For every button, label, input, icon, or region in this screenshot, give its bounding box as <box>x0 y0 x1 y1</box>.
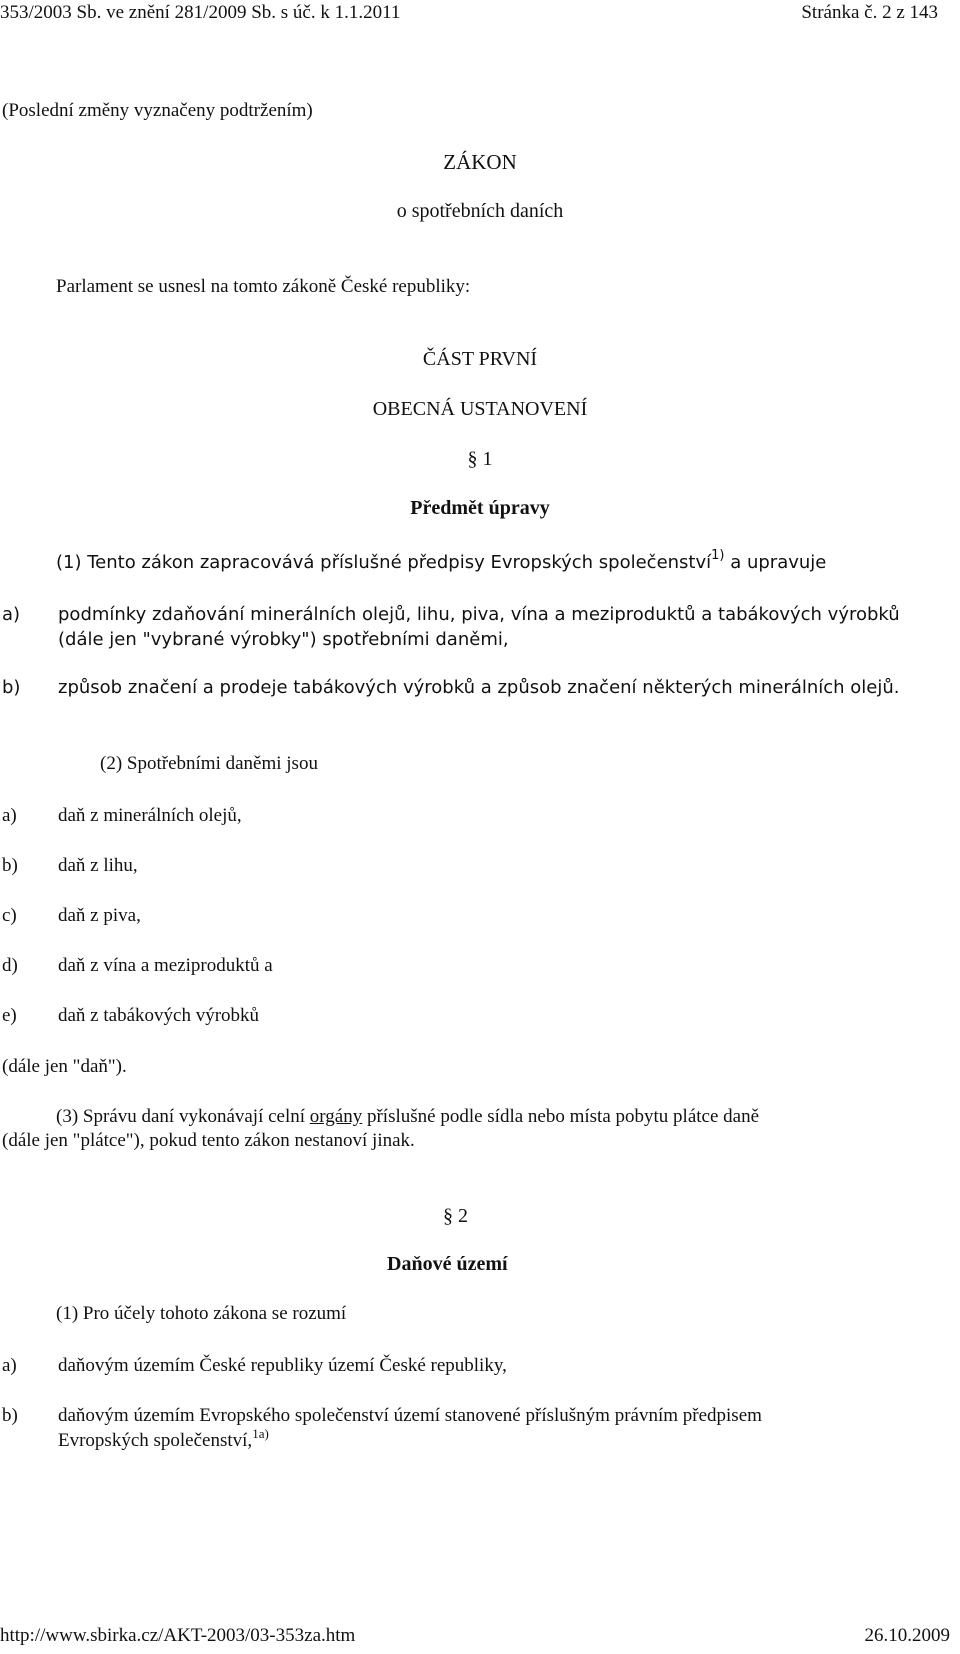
part-title: OBECNÁ USTANOVENÍ <box>372 398 588 420</box>
sec1-item-b-label: b) <box>2 677 21 698</box>
footnote-ref-1: 1) <box>711 548 725 563</box>
tax-item-d: daň z vína a meziproduktů a <box>58 955 273 976</box>
sec1-paragraph-3-line2: (dále jen "plátce"), pokud tento zákon nestanoví jinak. <box>2 1130 415 1151</box>
section-2-mark: § 2 <box>443 1205 468 1227</box>
sec1-p1-tail: a upravuje <box>724 552 827 573</box>
header-left: 353/2003 Sb. ve znění 281/2009 Sb. s úč. k 1.1.2011 <box>0 2 401 23</box>
footer-url[interactable]: http://www.sbirka.cz/AKT-2003/03-353za.htm <box>0 1625 356 1646</box>
tax-item-c-label: c) <box>2 905 17 926</box>
changes-note: (Poslední změny vyznačeny podtržením) <box>2 100 313 121</box>
territory-item-b-line2 <box>58 1426 269 1452</box>
section-1-mark: § 1 <box>467 448 493 470</box>
territory-item-b-label: b) <box>2 1405 18 1426</box>
header-right: Stránka č. 2 z 143 <box>801 2 938 23</box>
tax-definition-tail: (dále jen "daň"). <box>2 1056 127 1077</box>
sec1-item-a-line2: (dále jen "vybrané výrobky") spotřebními daněmi, <box>58 629 509 650</box>
section-1-heading: Předmět úpravy <box>410 497 550 519</box>
sec1-item-a-line1: podmínky zdaňování minerálních olejů, lihu, piva, vína a meziproduktů a tabákových výrobků <box>58 604 900 625</box>
footnote-ref-1a: 1a) <box>252 1426 269 1441</box>
tax-item-b: daň z lihu, <box>58 855 138 876</box>
part-number: ČÁST PRVNÍ <box>422 348 538 370</box>
territory-item-a-label: a) <box>2 1355 17 1376</box>
sec1-item-a-label: a) <box>2 604 21 625</box>
tax-item-e: daň z tabákových výrobků <box>58 1005 260 1026</box>
tax-item-c: daň z piva, <box>58 905 141 926</box>
territory-item-b-text: Evropských společenství, <box>58 1430 253 1451</box>
territory-item-a: daňovým územím České republiky území České republiky, <box>58 1355 507 1376</box>
territory-item-b-line1: daňovým územím Evropského společenství území stanovené příslušným právním předpisem <box>58 1405 762 1426</box>
section-2-heading: Daňové území <box>387 1253 508 1275</box>
sec2-paragraph-1: (1) Pro účely tohoto zákona se rozumí <box>56 1303 347 1324</box>
sec1-p3-underlined: orgány <box>309 1106 363 1127</box>
sec1-paragraph-2: (2) Spotřebními daněmi jsou <box>100 753 318 774</box>
footer-date: 26.10.2009 <box>864 1625 950 1646</box>
tax-item-b-label: b) <box>2 855 18 876</box>
sec1-paragraph-1 <box>56 548 827 573</box>
tax-item-d-label: d) <box>2 955 18 976</box>
tax-item-a: daň z minerálních olejů, <box>58 805 242 826</box>
sec1-p3-a: (3) Správu daní vykonávají celní <box>56 1106 310 1127</box>
sec1-paragraph-3-line1 <box>56 1106 759 1128</box>
preamble: Parlament se usnesl na tomto zákoně České republiky: <box>56 276 471 297</box>
sec1-p1-text: (1) Tento zákon zapracovává příslušné předpisy Evropských společenství <box>56 552 712 573</box>
sec1-p3-b: příslušné podle sídla nebo místa pobytu plátce daně <box>362 1106 760 1127</box>
law-title: ZÁKON <box>443 150 517 174</box>
tax-item-e-label: e) <box>2 1005 17 1026</box>
law-subtitle: o spotřebních daních <box>396 200 564 222</box>
tax-item-a-label: a) <box>2 805 17 826</box>
sec1-item-b-line1: způsob značení a prodeje tabákových výrobků a způsob značení některých minerálních olejů. <box>58 677 900 698</box>
